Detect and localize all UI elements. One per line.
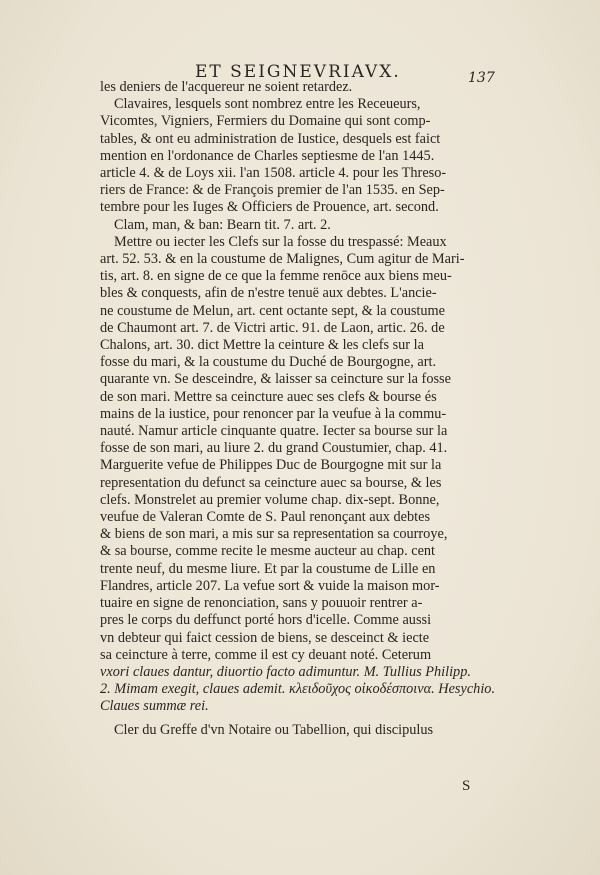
page-number: 137 — [468, 70, 495, 86]
latin-quote-line: 2. Mimam exegit, claues ademit. κλειδοῦχος οἰκοδέσποινα. Hesychio. — [100, 681, 496, 698]
text-line: bles & conquests, afin de n'estre tenuë aux debtes. L'ancie- — [100, 285, 437, 302]
text-line: mains de la iustice, pour renoncer par la veufue à la commu- — [100, 405, 447, 422]
text-line: tuaire en signe de renonciation, sans y pouuoir rentrer a- — [100, 595, 423, 612]
text-line: tis, art. 8. en signe de ce que la femme renōce aux biens meu- — [100, 268, 452, 285]
text-line: quarante vn. Se desceindre, & laisser sa ceincture sur la fosse — [100, 371, 451, 388]
text-line: de Chaumont art. 7. de Victri artic. 91. de Laon, artic. 26. de — [100, 319, 445, 336]
text-line: veufue de Valeran Comte de S. Paul renonçant aux debtes — [100, 509, 431, 526]
text-line: Flandres, article 207. La vefue sort & vuide la maison mor- — [100, 577, 440, 594]
text-line: les deniers de l'acquereur ne soient retardez. — [100, 79, 353, 95]
entry-clavaires: Clavaires, lesquels sont nombrez entre les Receueurs, — [114, 96, 421, 113]
text-line: Marguerite vefue de Philippes Duc de Bourgogne mit sur la — [100, 457, 442, 474]
text-line: representation du defunct sa ceincture auec sa bourse, & les — [100, 474, 442, 491]
text-line: Vicomtes, Vigniers, Fermiers du Domaine qui sont comp- — [100, 113, 431, 130]
text-line: Chalons, art. 30. dict Mettre la ceinture & les clefs sur la — [100, 337, 424, 354]
text-line: sa ceincture à terre, comme il est cy deuant noté. Ceterum — [100, 646, 432, 663]
entry-clam: Clam, man, & ban: Bearn tit. 7. art. 2. — [114, 216, 331, 233]
running-title: ET SEIGNEVRIAVX. — [195, 62, 401, 82]
text-line: fosse du mari, & la coustume du Duché de Bourgogne, art. — [100, 354, 437, 371]
text-line: tables, & ont eu administration de Iustice, desquels est faict — [100, 130, 441, 147]
signature-mark: S — [462, 778, 471, 794]
text-line: riers de France: & de François premier de l'an 1535. en Sep- — [100, 182, 445, 199]
latin-quote-line: vxori claues dantur, diuortio facto adimuntur. M. Tullius Philipp. — [100, 663, 471, 680]
text-line: article 4. & de Loys xii. l'an 1508. article 4. pour les Threso- — [100, 165, 447, 182]
body-text — [100, 79, 510, 739]
latin-quote-line: Claues summæ rei. — [100, 698, 209, 715]
entry-mettre: Mettre ou iecter les Clefs sur la fosse du trespassé: Meaux — [114, 233, 447, 250]
text-line: mention en l'ordonance de Charles septiesme de l'an 1445. — [100, 147, 435, 164]
text-line: & biens de son mari, a mis sur sa representation sa courroye, — [100, 526, 448, 543]
text-line: ne coustume de Melun, art. cent octante sept, & la coustume — [100, 302, 446, 319]
text-line: & sa bourse, comme recite le mesme aucteur au chap. cent — [100, 543, 436, 560]
text-line: nauté. Namur article cinquante quatre. Iecter sa bourse sur la — [100, 423, 448, 440]
text-line: clefs. Monstrelet au premier volume chap. dix-sept. Bonne, — [100, 491, 440, 508]
text-line: fosse de son mari, au liure 2. du grand Coustumier, chap. 41. — [100, 440, 448, 457]
text-line: art. 52. 53. & en la coustume de Malignes, Cum agitur de Mari- — [100, 251, 465, 268]
entry-cler: Cler du Greffe d'vn Notaire ou Tabellion, qui discipulus — [114, 721, 434, 738]
text-line: tembre pour les Iuges & Officiers de Prouence, art. second. — [100, 199, 439, 216]
text-line: trente neuf, du mesme liure. Et par la coustume de Lille en — [100, 560, 436, 577]
text-line: de son mari. Mettre sa ceincture auec ses clefs & bourse és — [100, 388, 437, 405]
text-line: vn debteur qui faict cession de biens, se desceinct & iecte — [100, 629, 430, 646]
text-line: pres le corps du deffunct porté hors d'icelle. Comme aussi — [100, 612, 432, 629]
